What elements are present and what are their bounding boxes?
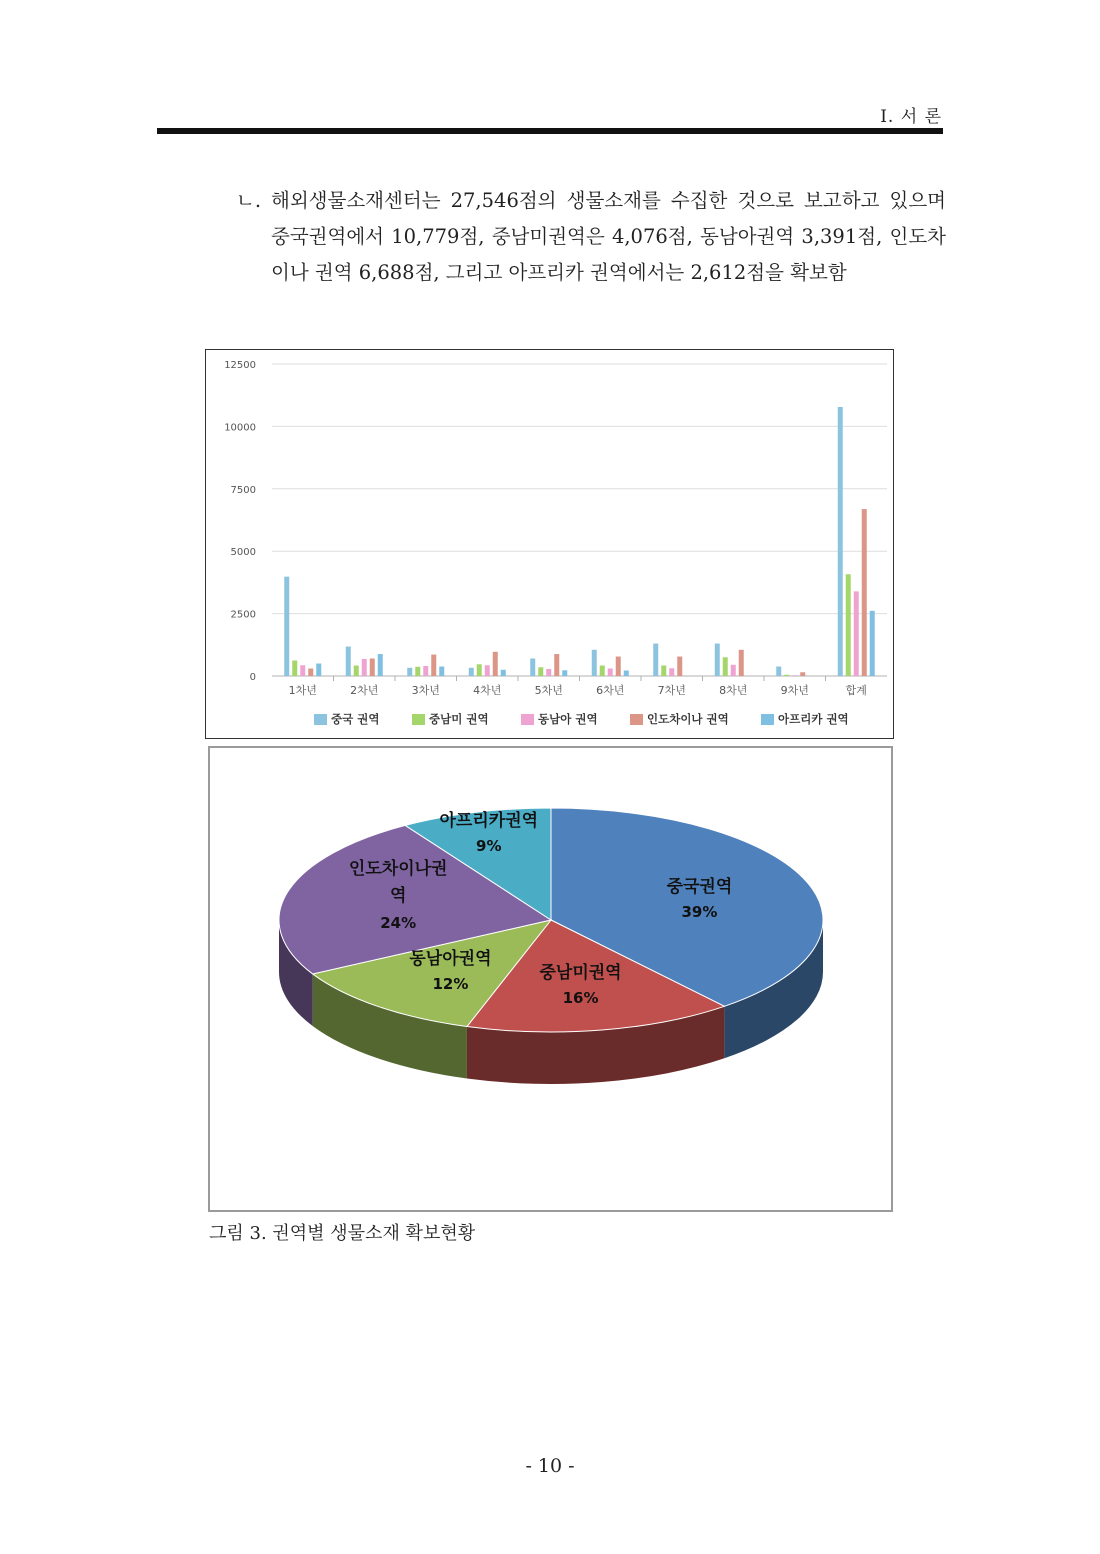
bar <box>616 657 621 676</box>
pie-pct-text: 16% <box>562 988 599 1007</box>
legend-swatch <box>761 714 774 725</box>
bar <box>669 668 674 676</box>
x-tick-label: 합계 <box>845 684 867 697</box>
bar <box>477 664 482 676</box>
bar-chart-svg <box>206 350 893 738</box>
x-tick-label: 3차년 <box>411 684 440 697</box>
legend-label: 중국 권역 <box>331 712 380 726</box>
bar <box>431 655 436 676</box>
y-tick-label: 0 <box>249 672 256 683</box>
pie-label-text: 중국권역 <box>666 876 733 897</box>
header-rule <box>157 128 943 134</box>
legend-label: 인도차이나 권역 <box>647 712 729 726</box>
section-header: I. 서 론 <box>880 107 942 127</box>
legend-swatch <box>521 714 534 725</box>
bar <box>592 650 597 676</box>
bar <box>308 669 313 676</box>
y-tick-label: 10000 <box>224 422 256 434</box>
x-tick-label: 1차년 <box>288 684 317 697</box>
bar <box>439 667 444 676</box>
pie-chart <box>208 746 893 1212</box>
bar <box>661 666 666 676</box>
legend-swatch <box>314 714 327 725</box>
bar <box>784 675 789 676</box>
x-tick-label: 7차년 <box>657 684 686 697</box>
pie-label-text: 역 <box>389 885 407 906</box>
bar <box>562 670 567 676</box>
bar <box>624 671 629 676</box>
x-tick-label: 2차년 <box>350 684 379 697</box>
x-tick-label: 8차년 <box>719 684 748 697</box>
paragraph-bullet: ㄴ. <box>236 189 262 212</box>
y-tick-label: 5000 <box>230 547 256 559</box>
pie-label-text: 인도차이나권 <box>348 858 448 879</box>
legend-label: 아프리카 권역 <box>778 712 849 726</box>
bar <box>415 667 420 676</box>
y-tick-label: 12500 <box>224 360 256 371</box>
bar-chart <box>205 349 894 739</box>
bar <box>600 666 605 676</box>
legend-swatch <box>412 714 425 725</box>
bar <box>378 654 383 676</box>
bar <box>423 666 428 676</box>
paragraph-text: 해외생물소재센터는 27,546점의 생물소재를 수집한 것으로 보고하고 있으며 중국권역에서 10,779점, 중남미권역은 4,076점, 동남아권역 3,391점, 인도차이나 권역 6,688점, 그리고 아프리카 권역에서는 2,612점을 확보함 <box>271 189 946 284</box>
bar <box>862 509 867 676</box>
bar <box>800 672 805 676</box>
pie-chart-svg <box>210 748 891 1210</box>
bar <box>316 664 321 676</box>
bar <box>776 667 781 676</box>
figure-caption: 그림 3. 권역별 생물소재 확보현황 <box>209 1223 476 1244</box>
legend-swatch <box>630 714 643 725</box>
y-tick-label: 7500 <box>230 484 256 496</box>
bar <box>493 652 498 676</box>
legend-label: 중남미 권역 <box>429 712 489 726</box>
pie-pct-text: 12% <box>432 975 469 994</box>
page-number: - 10 - <box>525 1455 575 1477</box>
pie-label-text: 동남아권역 <box>409 949 492 970</box>
bar <box>870 611 875 676</box>
y-tick-label: 2500 <box>230 609 256 621</box>
bar <box>538 667 543 676</box>
bar <box>284 577 289 676</box>
bar <box>370 659 375 676</box>
bar <box>792 675 797 676</box>
bar <box>300 665 305 676</box>
bar <box>608 669 613 676</box>
bar <box>469 668 474 676</box>
bar <box>854 591 859 676</box>
bar <box>346 647 351 676</box>
pie-label-text: 아프리카권역 <box>439 810 539 831</box>
bar <box>546 669 551 676</box>
bar <box>715 644 720 676</box>
pie-pct-text: 24% <box>380 913 417 932</box>
bar <box>292 661 297 676</box>
x-tick-label: 4차년 <box>473 684 502 697</box>
legend-label: 동남아 권역 <box>538 712 598 726</box>
bar <box>739 650 744 676</box>
bar <box>362 659 367 676</box>
paragraph <box>236 183 946 291</box>
pie-label-text: 중남미권역 <box>539 962 622 983</box>
bar <box>501 670 506 676</box>
bar <box>731 665 736 676</box>
bar <box>407 668 412 676</box>
x-tick-label: 6차년 <box>596 684 625 697</box>
bar <box>838 407 843 676</box>
bar <box>653 644 658 676</box>
bar <box>846 574 851 676</box>
bar <box>354 666 359 676</box>
bar <box>530 659 535 676</box>
x-tick-label: 9차년 <box>780 684 809 697</box>
pie-pct-text: 39% <box>681 902 718 921</box>
bar <box>677 657 682 676</box>
x-tick-label: 5차년 <box>534 684 563 697</box>
pie-pct-text: 9% <box>476 836 502 855</box>
bar <box>723 657 728 676</box>
bar <box>485 665 490 676</box>
bar <box>554 654 559 676</box>
